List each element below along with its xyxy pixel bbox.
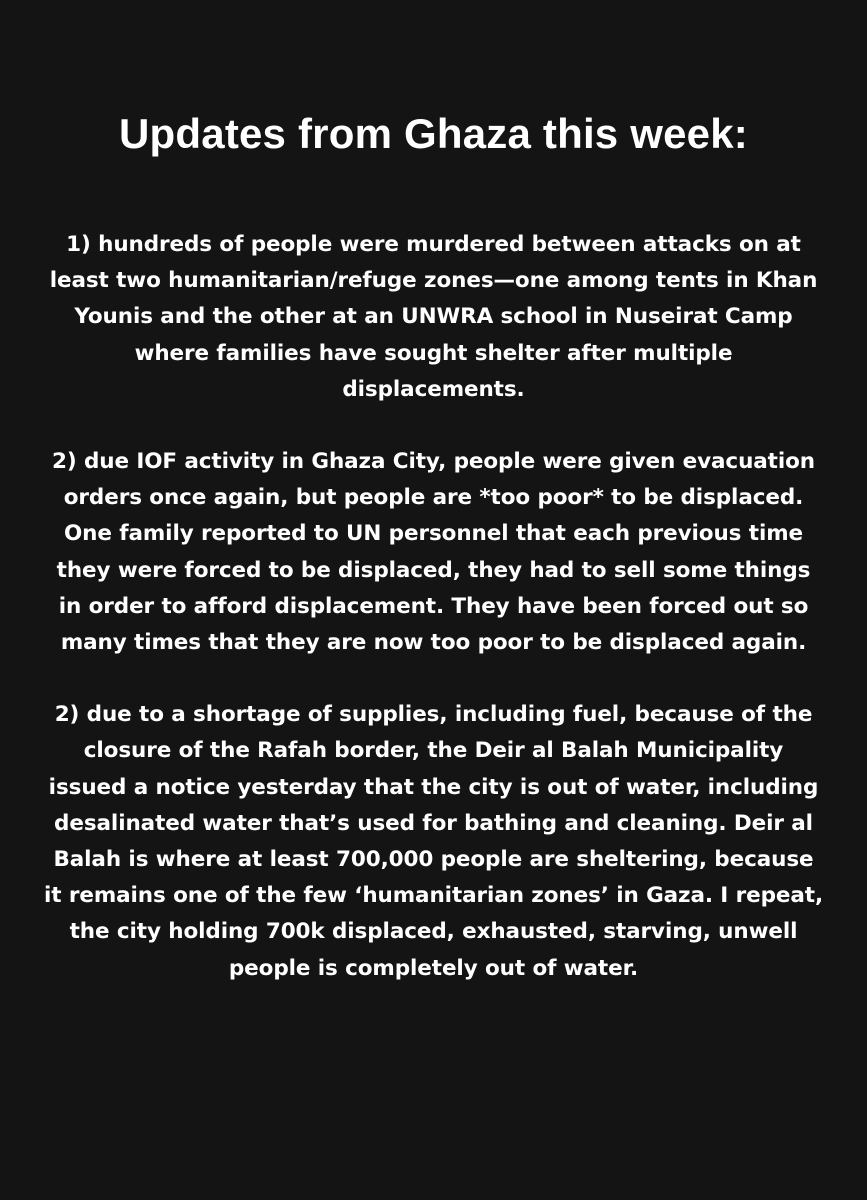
update-paragraph-2: 2) due IOF activity in Ghaza City, people were given evacuation orders once again, but people are *too poor* to be displaced. One family reported to UN personnel that each previous time they were forced to be displaced, they had to sell some things in order to afford displacement. They have been forced out so many times that they are now too poor to be displaced again. — [51, 449, 816, 656]
story-title: Updates from Ghaza this week: — [119, 110, 748, 157]
update-paragraph-3: 2) due to a shortage of supplies, including fuel, because of the closure of the Rafah border, the Deir al Balah Municipality issued a notice yesterday that the city is out of water, including desalinated water that’s used for bathing and cleaning. Deir al Balah is where at least 700,000 people are sheltering, because it remains one of the few ‘humanitarian zones’ in Gaza. I repeat, the city holding 700k displaced, exhausted, starving, unwell people is completely out of water. — [44, 702, 824, 981]
update-paragraph-1: 1) hundreds of people were murdered between attacks on at least two humanitarian/refuge zones—one among tents in Khan Younis and the other at an UNWRA school in Nuseirat Camp where families have sought shelter after multiple displacements. — [49, 232, 818, 402]
